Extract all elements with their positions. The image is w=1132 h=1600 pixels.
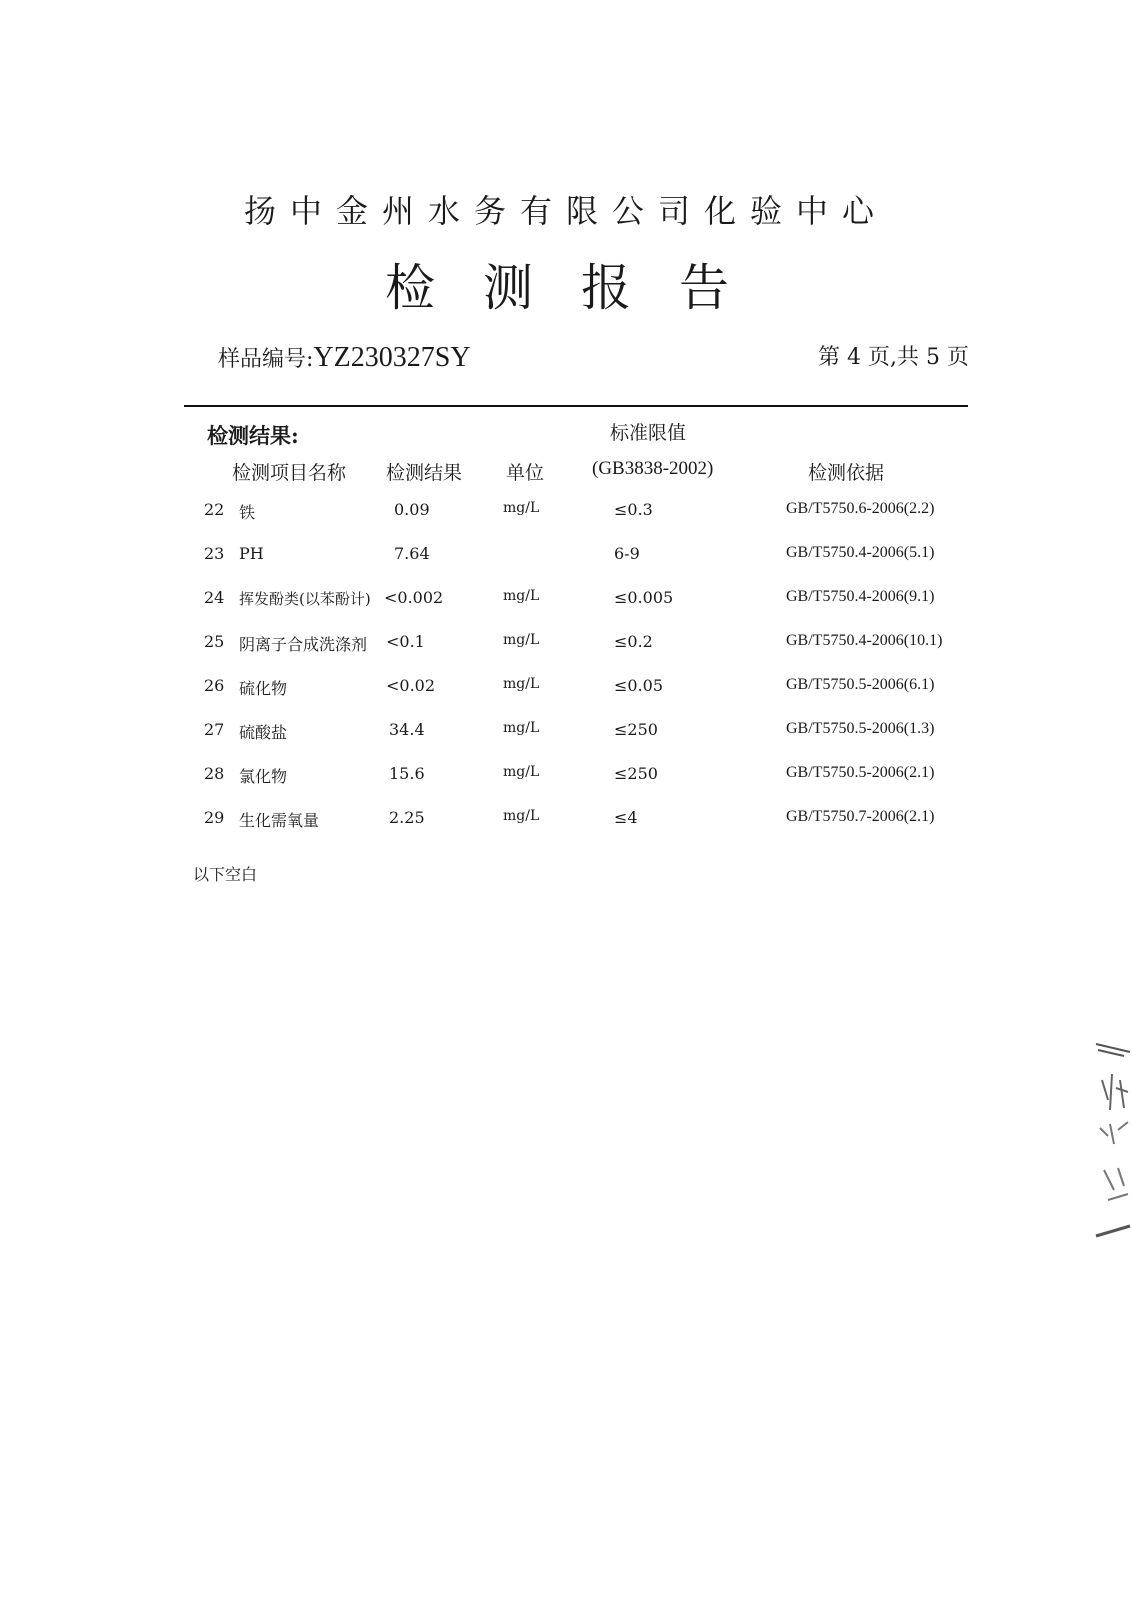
- row-number: 27: [204, 720, 225, 739]
- row-number: 26: [204, 676, 225, 695]
- row-item-name: 生化需氧量: [239, 811, 320, 830]
- sample-number-label: 样品编号:: [218, 347, 314, 372]
- column-header-result: 检测结果: [386, 462, 463, 484]
- row-basis: GB/T5750.4-2006(9.1): [786, 588, 935, 605]
- table-row: [0, 676, 1132, 706]
- row-unit: mg/L: [503, 632, 540, 648]
- limit-header-line1: 标准限值: [610, 422, 687, 444]
- row-basis: GB/T5750.4-2006(10.1): [786, 632, 943, 649]
- row-number: 29: [204, 808, 225, 827]
- report-title: 检测报告: [385, 259, 777, 317]
- table-row: [0, 632, 1132, 662]
- blank-below-note: 以下空白: [193, 865, 258, 884]
- row-item-name: 氯化物: [239, 767, 288, 786]
- row-result: 15.6: [389, 764, 425, 783]
- row-result: 0.09: [394, 500, 430, 519]
- row-limit: ≤0.05: [614, 676, 664, 695]
- row-item-name: 硫酸盐: [239, 723, 288, 742]
- row-limit: ≤250: [614, 720, 658, 739]
- row-basis: GB/T5750.5-2006(1.3): [786, 720, 935, 737]
- row-result: <0.1: [386, 632, 425, 651]
- row-item-name: 铁: [239, 503, 256, 522]
- row-unit: mg/L: [503, 808, 540, 824]
- row-basis: GB/T5750.4-2006(5.1): [786, 544, 935, 561]
- row-number: 24: [204, 588, 225, 607]
- row-number: 22: [204, 500, 225, 519]
- row-limit: ≤250: [614, 764, 658, 783]
- sample-number: [218, 342, 471, 374]
- column-header-name: 检测项目名称: [232, 462, 347, 484]
- row-limit: ≤4: [614, 808, 638, 827]
- row-item-name: PH: [239, 544, 264, 563]
- row-basis: GB/T5750.5-2006(2.1): [786, 764, 935, 781]
- row-number: 28: [204, 764, 225, 783]
- row-limit: ≤0.2: [614, 632, 653, 651]
- row-item-name: 挥发酚类(以苯酚计): [239, 590, 371, 608]
- header-divider: [184, 405, 968, 407]
- row-result: <0.02: [386, 676, 436, 695]
- row-result: 7.64: [394, 544, 430, 563]
- row-basis: GB/T5750.7-2006(2.1): [786, 808, 935, 825]
- results-label: 检测结果:: [207, 423, 299, 448]
- row-basis: GB/T5750.6-2006(2.2): [786, 500, 935, 517]
- table-row: [0, 500, 1132, 530]
- column-header-unit: 单位: [506, 462, 545, 484]
- column-header-limit-standard: (GB3838-2002): [592, 458, 714, 479]
- row-limit: ≤0.3: [614, 500, 653, 519]
- row-result: 2.25: [389, 808, 425, 827]
- table-row: [0, 544, 1132, 574]
- row-number: 25: [204, 632, 225, 651]
- row-result: <0.002: [384, 588, 444, 607]
- row-item-name: 阴离子合成洗涤剂: [239, 635, 368, 654]
- row-basis: GB/T5750.5-2006(6.1): [786, 676, 935, 693]
- row-result: 34.4: [389, 720, 425, 739]
- table-row: [0, 764, 1132, 794]
- table-row: [0, 720, 1132, 750]
- seal-fragment: [1094, 1040, 1132, 1238]
- sample-number-value: YZ230327SY: [313, 342, 471, 373]
- organization-name: 扬中金州水务有限公司化验中心: [243, 192, 888, 230]
- row-unit: mg/L: [503, 676, 540, 692]
- row-unit: mg/L: [503, 720, 540, 736]
- row-unit: mg/L: [503, 500, 540, 516]
- table-row: [0, 588, 1132, 618]
- row-number: 23: [204, 544, 225, 563]
- table-row: [0, 808, 1132, 838]
- page-info: 第 4 页,共 5 页: [818, 345, 969, 370]
- row-item-name: 硫化物: [239, 679, 288, 698]
- column-header-basis: 检测依据: [808, 462, 885, 484]
- row-limit: ≤0.005: [614, 588, 674, 607]
- row-limit: 6-9: [614, 544, 640, 563]
- row-unit: mg/L: [503, 588, 540, 604]
- row-unit: mg/L: [503, 764, 540, 780]
